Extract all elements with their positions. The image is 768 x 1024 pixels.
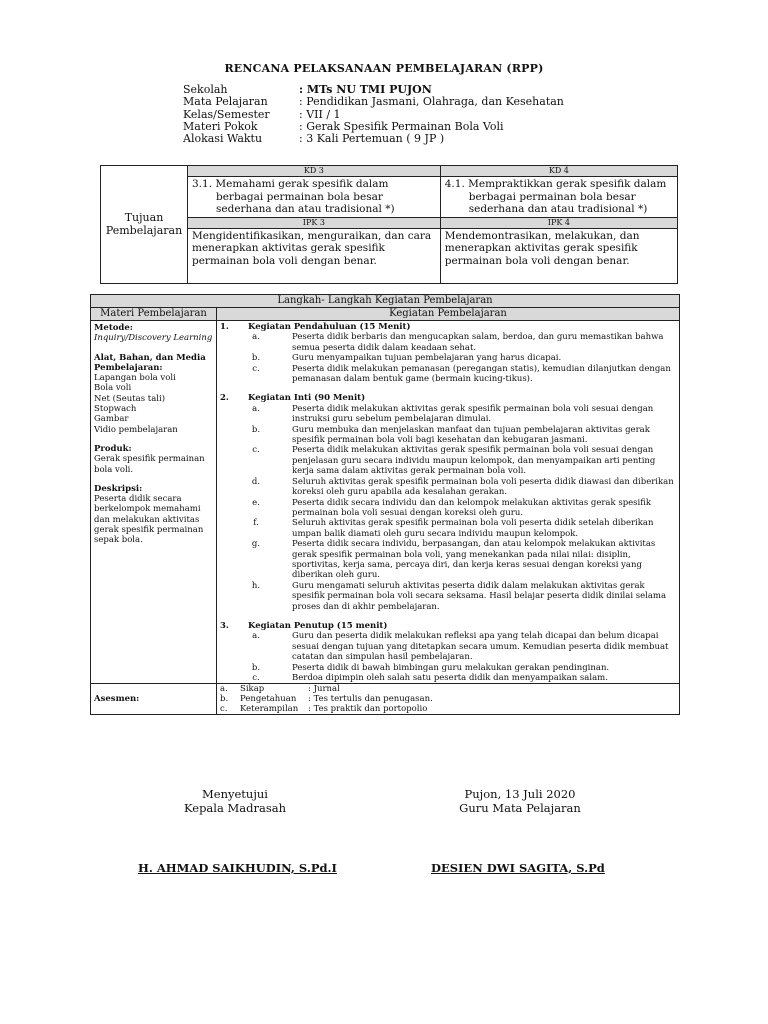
list-item (220, 539, 676, 581)
item-letter: b. (251, 424, 261, 435)
item-text: Guru mengamati seluruh aktivitas peserta didik dalam melakukan aktivitas gerak spesifik permainan bola voli secara seksama. Hasil belajar peserta didik dinilai selama proses dan di akhir pembelajaran. (292, 580, 667, 612)
document-title: RENCANA PELAKSANAAN PEMBELAJARAN (RPP) (224, 62, 544, 75)
kd3-cell (188, 177, 441, 218)
assessment-row (220, 694, 676, 704)
assessment-value: : Jurnal (308, 684, 340, 695)
assessment-name: Keterampilan (240, 704, 299, 715)
teacher-name: DESIEN DWI SAGITA, S.Pd (431, 861, 605, 875)
kd4-cell (440, 177, 677, 218)
section-opening (220, 322, 676, 332)
assessment-letter: c. (220, 704, 228, 715)
item-text: Guru membuka dan menjelaskan manfaat dan tujuan pembelajaran aktivitas gerak spesifik permainan bola voli bagi kesehatan dan kebugaran jasmani. (292, 424, 650, 446)
tools-item: Vidio pembelajaran (94, 424, 178, 435)
ipk4-cell: Mendemontrasikan, melakukan, dan menerapkan aktivitas gerak spesifik permainan bola voli dengan benar. (440, 228, 677, 283)
steps-header: Langkah- Langkah Kegiatan Pembelajaran (91, 295, 680, 308)
info-label: Alokasi Waktu (183, 132, 263, 146)
list-item (220, 663, 676, 673)
assessment-name: Sikap (240, 684, 265, 695)
info-value: : Gerak Spesifik Permainan Bola Voli (299, 119, 504, 133)
product-label: Produk: (94, 443, 132, 454)
method-label: Metode: (94, 323, 133, 333)
item-text: Peserta didik melakukan aktivitas gerak spesifik permainan bola voli sesuai dengan instruksi guru sebelum pembelajaran dimulai. (292, 403, 654, 425)
item-letter: c. (252, 363, 260, 374)
assessment-letter: b. (220, 694, 229, 705)
tools-item: Net (Seutas tali) (94, 393, 166, 404)
section-closing (220, 621, 676, 631)
item-letter: a. (252, 631, 260, 642)
item-text: Peserta didik di bawah bimbingan guru melakukan gerakan pendinginan. (292, 662, 610, 673)
place-date: Pujon, 13 Juli 2020 (464, 787, 576, 801)
item-letter: a. (252, 403, 260, 414)
list-item (220, 404, 676, 425)
kd3-line1: Memahami gerak spesifik dalam (215, 178, 389, 190)
activities-column-header: Kegiatan Pembelajaran (217, 308, 680, 321)
activities-cell (217, 321, 680, 684)
list-item (220, 353, 676, 363)
item-letter: b. (251, 353, 261, 364)
item-letter: c. (252, 673, 260, 683)
teacher-block (440, 787, 600, 815)
ipk3-cell: Mengidentifikasikan, menguraikan, dan cara menerapkan aktivitas gerak spesifik permainan bola voli dengan benar. (188, 228, 441, 283)
approval-line: Menyetujui (202, 787, 268, 801)
item-letter: f. (253, 518, 259, 529)
item-text: Peserta didik melakukan pemanasan (peregangan statis), kemudian dilanjutkan dengan pemanasan dalam bentuk game (bermain kucing-tikus). (292, 363, 671, 385)
info-label: Sekolah (183, 83, 228, 96)
principal-title: Kepala Madrasah (183, 801, 286, 815)
section-number: 3. (220, 620, 229, 631)
product-value: Gerak spesifik permainan bola voli. (94, 454, 205, 475)
item-text: Guru menyampaikan tujuan pembelajaran yang harus dicapai. (292, 353, 562, 364)
kd4-header: KD 4 (440, 166, 677, 177)
info-label: Mata Pelajaran (183, 95, 268, 109)
list-item (220, 518, 676, 539)
item-text: Peserta didik secara individu, berpasangan, dan atau kelompok melakukan aktivitas gerak spesifik permainan bola voli, yang menekankan pada nilai nilai: disiplin, sportivitas, kerja sama, percaya diri, dan kerja keras sesuai dengan koreksi yang diberikan oleh guru. (292, 539, 656, 581)
item-letter: d. (251, 476, 261, 487)
assessment-cell (217, 684, 680, 715)
info-row-time (183, 133, 564, 145)
list-item (220, 332, 676, 353)
assessment-row (220, 684, 676, 694)
assessment-value: : Tes praktik dan portopolio (308, 704, 428, 715)
info-value: : VII / 1 (299, 107, 341, 121)
info-value: : 3 Kali Pertemuan ( 9 JP ) (299, 132, 445, 146)
item-text: Peserta didik melakukan aktivitas gerak spesifik permainan bola voli sesuai dengan penjelasan guru secara individu maupun kelompok, dan menyampaikan arti penting kerja sama dalam aktivitas gerak permainan bola voli. (292, 445, 656, 477)
item-letter: g. (251, 539, 261, 550)
section-title: Kegiatan Inti (90 Menit) (248, 393, 366, 404)
list-item (220, 425, 676, 446)
identity-block (183, 84, 564, 145)
item-letter: h. (251, 580, 261, 591)
assessment-row (220, 704, 676, 714)
item-text: Berdoa dipimpin oleh salah satu peserta didik dan menyampaikan salam. (292, 673, 608, 683)
kd4-rest: berbagai permainan bola besar sederhana dan atau tradisional *) (468, 190, 648, 215)
assessment-label-text: Asesmen: (94, 694, 140, 705)
approval-block (170, 787, 300, 815)
item-text: Seluruh aktivitas gerak spesifik permainan bola voli peserta didik setelah diberikan umpan balik diamati oleh guru secara individu maupun kelompok. (292, 518, 654, 539)
kd3-header: KD 3 (188, 166, 441, 177)
item-letter: a. (252, 332, 260, 343)
item-letter: c. (252, 445, 260, 456)
item-text: Seluruh aktivitas gerak spesifik permainan bola voli peserta didik diawasi dan diberikan koreksi oleh guru apabila ada kesalahan gerakan. (292, 476, 674, 498)
list-item (220, 498, 676, 519)
teacher-title: Guru Mata Pelajaran (459, 801, 581, 815)
section-title: Kegiatan Penutup (15 menit) (248, 620, 388, 631)
info-value: : MTs NU TMI PUJON (299, 83, 432, 96)
info-label: Kelas/Semester (183, 107, 270, 121)
description-value: Peserta didik secara berkelompok memahami dan melakukan aktivitas gerak spesifik permainan sepak bola. (94, 494, 204, 546)
item-text: Guru dan peserta didik melakukan refleksi apa yang telah dicapai dan belum dicapai sesuai dengan tujuan yang ditetapkan secara umum. Kemudian peserta didik membuat catatan dan simpulan hasil pembelajaran. (292, 631, 669, 663)
tools-item: Bola voli (94, 383, 132, 394)
method-value: Inquiry/Discovery Learning (94, 333, 213, 344)
section-core (220, 393, 676, 403)
description-label: Deskripsi: (94, 483, 143, 494)
principal-name: H. AHMAD SAIKHUDIN, S.Pd.I (138, 861, 337, 875)
assessment-name: Pengetahuan (240, 694, 297, 705)
list-item (220, 581, 676, 612)
objectives-label (101, 166, 188, 284)
kd4-line1: Mempraktikkan gerak spesifik dalam (468, 178, 667, 190)
materials-column-header: Materi Pembelajaran (91, 308, 217, 321)
assessment-label (91, 684, 217, 715)
objectives-label-text: Tujuan Pembelajaran (105, 211, 183, 238)
tools-label: Alat, Bahan, dan Media Pembelajaran: (94, 352, 206, 373)
item-letter: e. (252, 497, 260, 508)
tools-item: Gambar (94, 414, 129, 425)
section-number: 1. (220, 322, 229, 332)
assessment-letter: a. (220, 684, 228, 695)
list-item (220, 477, 676, 498)
tools-item: Lapangan bola voli (94, 373, 176, 384)
kd3-rest: berbagai permainan bola besar sederhana dan atau tradisional *) (216, 190, 395, 215)
kd3-number: 3.1. (192, 178, 213, 190)
item-text: Peserta didik secara individu dan dan kelompok melakukan aktivitas gerak spesifik permainan bola voli sesuai dengan koreksi oleh guru. (292, 497, 652, 518)
tools-item: Stopwach (94, 404, 137, 415)
objectives-table (100, 165, 678, 284)
kd4-number: 4.1. (444, 178, 465, 190)
list-item (220, 631, 676, 662)
item-text: Peserta didik berbaris dan mengucapkan salam, berdoa, dan guru memastikan bahwa semua peserta didik dalam keadaan sehat. (292, 332, 664, 353)
section-title: Kegiatan Pendahuluan (15 Menit) (248, 322, 411, 332)
assessment-value: : Tes tertulis dan penugasan. (308, 694, 433, 705)
learning-steps-table (90, 294, 680, 715)
ipk3-header: IPK 3 (188, 217, 441, 228)
ipk4-header: IPK 4 (440, 217, 677, 228)
info-row-subject (183, 96, 564, 108)
list-item (220, 445, 676, 476)
section-number: 2. (220, 393, 229, 404)
list-item (220, 673, 676, 683)
item-letter: b. (251, 662, 261, 673)
info-value: : Pendidikan Jasmani, Olahraga, dan Kesehatan (299, 95, 564, 109)
info-label: Materi Pokok (183, 119, 258, 133)
list-item (220, 364, 676, 385)
materials-cell (91, 321, 217, 684)
